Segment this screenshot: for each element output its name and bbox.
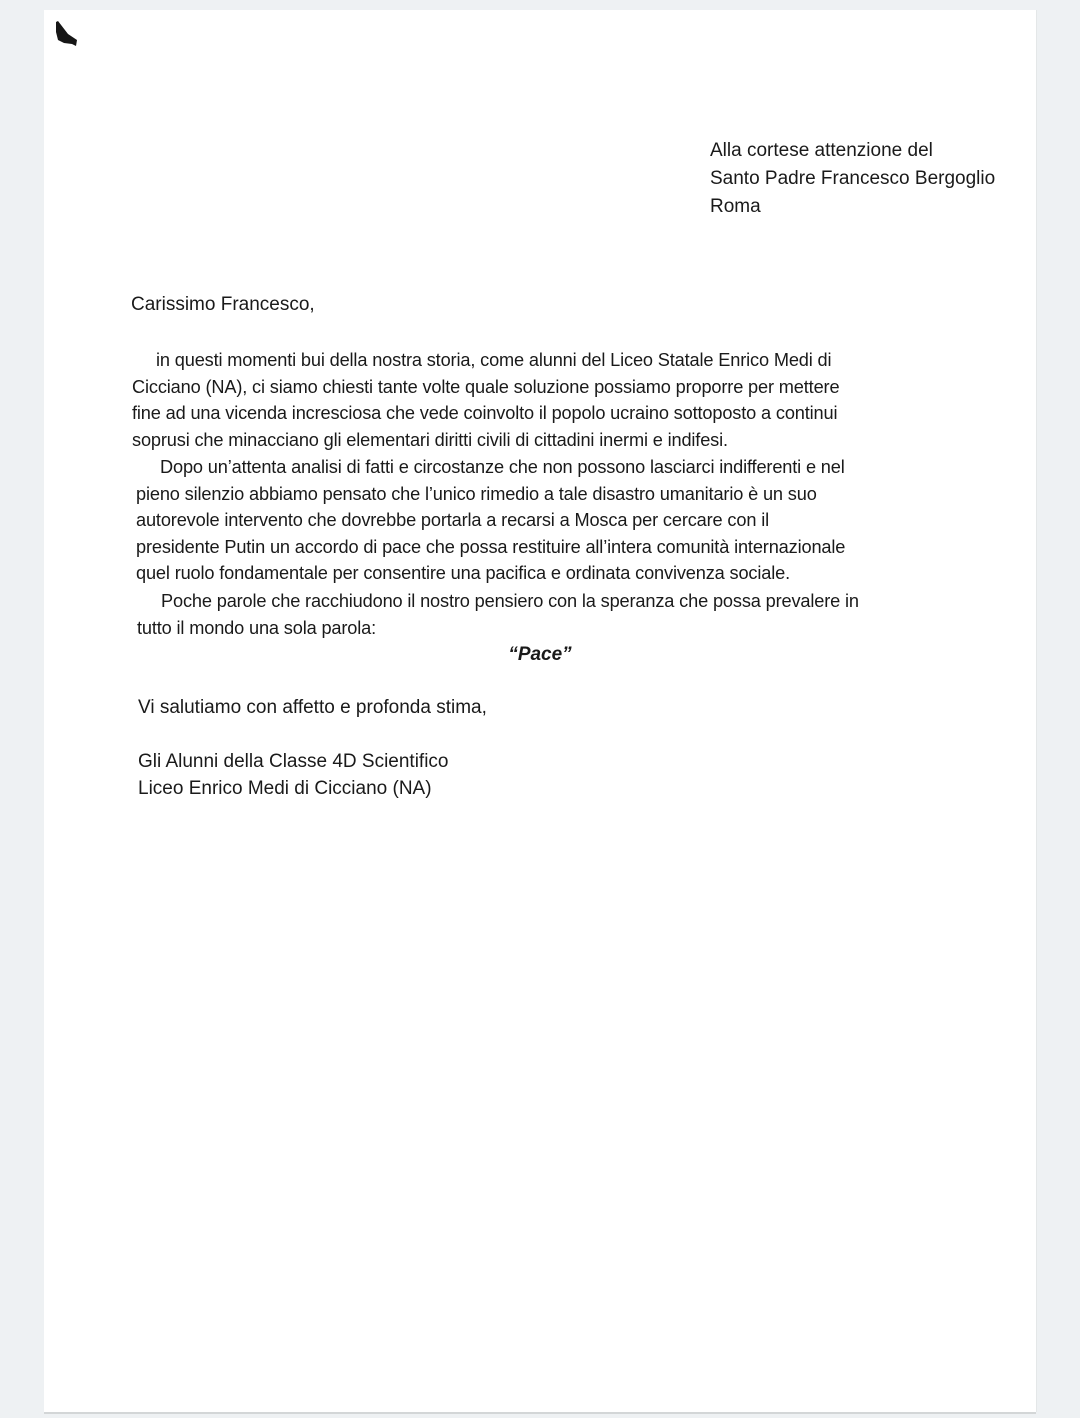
highlight-word: “Pace” — [508, 644, 572, 665]
closing-line: Vi salutiamo con affetto e profonda stima, — [138, 697, 487, 718]
addressee-line: Roma — [710, 196, 761, 217]
addressee-block — [710, 137, 995, 221]
signature-line: Gli Alunni della Classe 4D Scientifico — [138, 751, 449, 772]
signature-line: Liceo Enrico Medi di Cicciano (NA) — [138, 778, 432, 799]
paragraph-line: autorevole intervento che dovrebbe portarla a recarsi a Mosca per cercare con il — [136, 510, 769, 531]
highlight-word-container — [0, 642, 1080, 668]
addressee-line: Santo Padre Francesco Bergoglio — [710, 168, 996, 189]
paragraph-1 — [132, 347, 942, 453]
paragraph-line: Cicciano (NA), ci siamo chiesti tante volte quale soluzione possiamo proporre per mettere — [132, 376, 840, 397]
addressee-line: Alla cortese attenzione del — [710, 140, 933, 161]
scan-corner-mark-icon — [54, 20, 80, 50]
paragraph-2 — [136, 454, 946, 587]
paragraph-line: Poche parole che racchiudono il nostro pensiero con la speranza che possa prevalere in — [161, 591, 859, 611]
paragraph-3 — [137, 588, 947, 641]
salutation: Carissimo Francesco, — [131, 294, 315, 315]
paragraph-line: quel ruolo fondamentale per consentire una pacifica e ordinata convivenza sociale. — [136, 563, 790, 584]
signature-block — [138, 748, 449, 802]
paragraph-line: soprusi che minacciano gli elementari diritti civili di cittadini inermi e indifesi. — [132, 429, 728, 450]
paragraph-line: tutto il mondo una sola parola: — [137, 617, 377, 638]
paragraph-line: pieno silenzio abbiamo pensato che l’unico rimedio a tale disastro umanitario è un suo — [136, 483, 817, 504]
paragraph-line: presidente Putin un accordo di pace che possa restituire all’intera comunità internazionale — [136, 536, 846, 557]
paragraph-line: Dopo un’attenta analisi di fatti e circostanze che non possono lasciarci indifferenti e nel — [160, 457, 845, 477]
paragraph-line: fine ad una vicenda incresciosa che vede coinvolto il popolo ucraino sottoposto a continui — [132, 403, 838, 424]
paragraph-line: in questi momenti bui della nostra storia, come alunni del Liceo Statale Enrico Medi di — [156, 350, 832, 370]
